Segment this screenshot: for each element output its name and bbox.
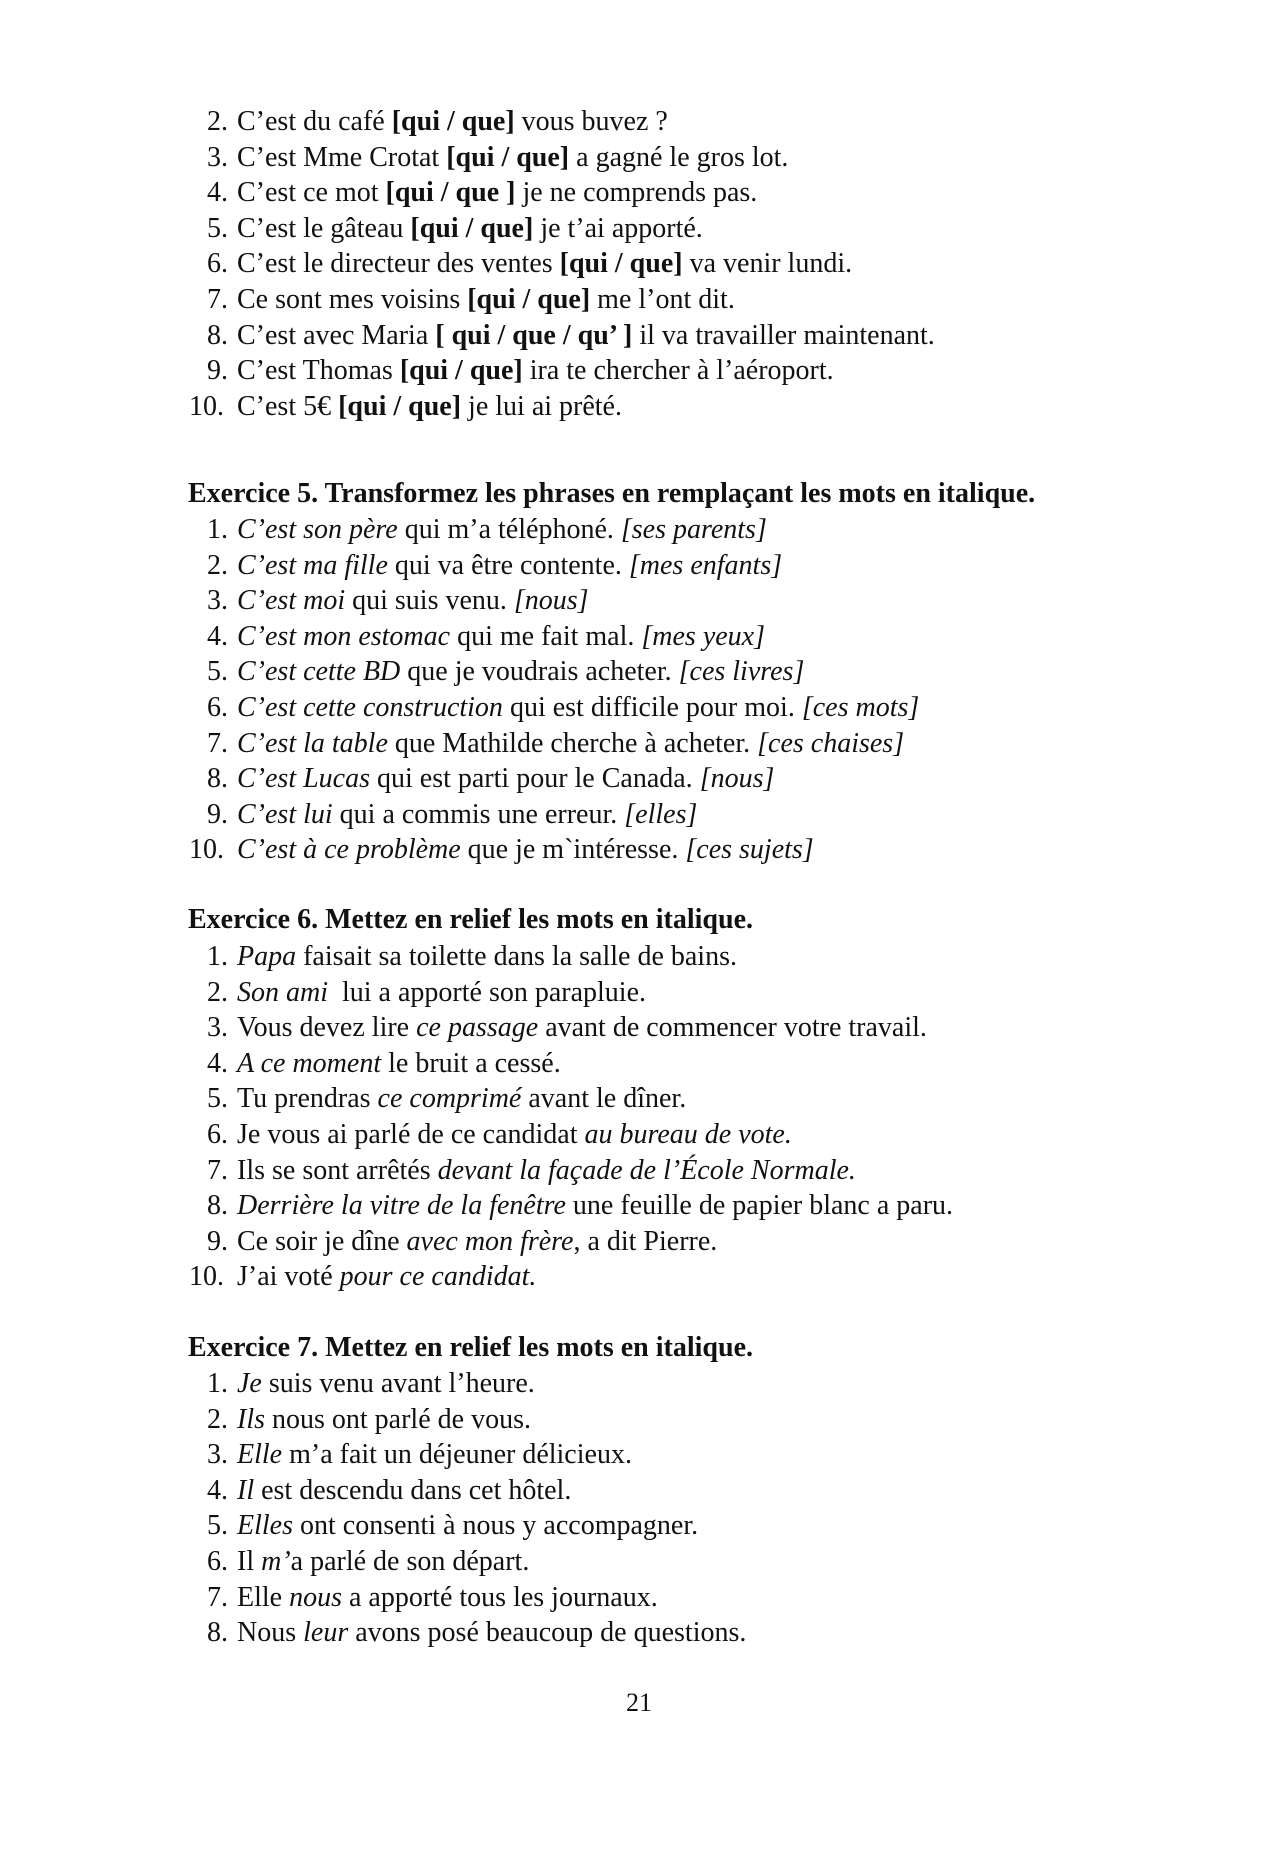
italic-segment: Il bbox=[237, 1474, 255, 1506]
item-text bbox=[237, 656, 804, 687]
item-text bbox=[237, 763, 774, 794]
list-item bbox=[188, 797, 919, 833]
item-number: 9. bbox=[207, 1225, 228, 1257]
item-text bbox=[237, 977, 646, 1008]
item-number: 3. bbox=[207, 1439, 228, 1471]
answer-choice: [qui / que] bbox=[446, 141, 570, 173]
item-number: 10. bbox=[189, 1261, 224, 1293]
answer-choice: [qui / que] bbox=[467, 283, 591, 315]
italic-segment: C’est cette BD bbox=[237, 656, 401, 688]
item-text bbox=[237, 834, 814, 865]
italic-segment: [ces chaises] bbox=[757, 727, 905, 759]
item-text bbox=[237, 1617, 746, 1648]
list-item bbox=[188, 1046, 953, 1082]
item-number: 9. bbox=[207, 798, 228, 830]
text-segment: Nous bbox=[237, 1617, 304, 1649]
list-item bbox=[188, 975, 953, 1011]
list-item bbox=[188, 1508, 746, 1544]
italic-segment: C’est cette construction bbox=[237, 691, 503, 723]
list-item bbox=[188, 1081, 953, 1117]
text-segment: Tu prendras bbox=[237, 1083, 378, 1115]
item-text bbox=[237, 692, 919, 723]
italic-segment: Elles bbox=[237, 1510, 293, 1542]
text-segment: Ce soir je dîne bbox=[237, 1225, 407, 1257]
item-number: 10. bbox=[189, 834, 224, 866]
list-item bbox=[188, 175, 935, 211]
text-segment: qui me fait mal. bbox=[450, 620, 642, 652]
item-number: 4. bbox=[207, 620, 228, 652]
text-segment: qui va être contente. bbox=[387, 549, 629, 581]
list-item bbox=[188, 211, 935, 247]
item-number: 6. bbox=[207, 1545, 228, 1577]
item-text bbox=[237, 799, 697, 830]
answer-choice: [qui / que] bbox=[391, 106, 515, 137]
item-number: 5. bbox=[207, 1510, 228, 1542]
text-segment: il va travailler maintenant. bbox=[632, 319, 935, 351]
list-item bbox=[188, 1402, 746, 1438]
list-item bbox=[188, 1580, 746, 1616]
text-segment: que Mathilde cherche à acheter. bbox=[387, 727, 758, 759]
italic-segment: ce passage bbox=[416, 1012, 539, 1044]
italic-segment: C’est ma fille bbox=[237, 549, 388, 581]
text-segment: ira te chercher à l’aéroport. bbox=[522, 355, 834, 387]
item-text bbox=[237, 1155, 856, 1186]
item-number: 6. bbox=[207, 691, 228, 723]
exercise-6-title: Exercice 6. Mettez en relief les mots en italique. bbox=[188, 904, 753, 935]
list-item bbox=[188, 1437, 746, 1473]
italic-segment: [ces mots] bbox=[801, 691, 920, 723]
item-number: 2. bbox=[207, 106, 228, 137]
item-number: 1. bbox=[207, 941, 228, 972]
text-segment: lui a apporté son parapluie. bbox=[328, 976, 647, 1008]
text-segment: C’est le directeur des ventes bbox=[237, 248, 560, 280]
answer-choice: [qui / que] bbox=[559, 248, 683, 280]
item-text bbox=[237, 106, 668, 137]
italic-segment: Son ami bbox=[237, 976, 328, 1008]
italic-segment: ce comprimé bbox=[377, 1083, 522, 1115]
text-segment: le bruit a cessé. bbox=[381, 1047, 561, 1079]
item-number: 5. bbox=[207, 212, 228, 244]
text-segment: C’est avec Maria bbox=[237, 319, 436, 351]
text-segment: C’est Mme Crotat bbox=[237, 141, 447, 173]
text-segment: avons posé beaucoup de questions. bbox=[348, 1617, 747, 1649]
item-text bbox=[237, 391, 622, 422]
text-segment: je t’ai apporté. bbox=[533, 212, 703, 244]
item-number: 1. bbox=[207, 1368, 228, 1399]
text-segment: Ce sont mes voisins bbox=[237, 283, 468, 315]
list-item bbox=[188, 512, 919, 548]
item-number: 9. bbox=[207, 355, 228, 387]
italic-segment: au bureau de vote. bbox=[584, 1118, 792, 1150]
item-number: 7. bbox=[207, 727, 228, 759]
list-item bbox=[188, 1259, 953, 1295]
italic-segment: C’est lui bbox=[237, 798, 333, 830]
text-segment: a apporté tous les journaux. bbox=[342, 1581, 658, 1613]
text-segment: est descendu dans cet hôtel. bbox=[254, 1474, 572, 1506]
list-item bbox=[188, 353, 935, 389]
italic-segment: Je bbox=[237, 1368, 262, 1399]
item-number: 4. bbox=[207, 1474, 228, 1506]
exercise-5-title: Exercice 5. Transformez les phrases en remplaçant les mots en italique. bbox=[188, 478, 1036, 509]
italic-segment: devant la façade de l’École Normale. bbox=[437, 1154, 856, 1186]
item-number: 4. bbox=[207, 1047, 228, 1079]
item-text bbox=[237, 941, 737, 972]
text-segment: que je voudrais acheter. bbox=[400, 656, 679, 688]
list-item bbox=[188, 583, 919, 619]
text-segment: Il bbox=[237, 1545, 262, 1577]
item-number: 2. bbox=[207, 976, 228, 1008]
text-segment: nous ont parlé de vous. bbox=[265, 1403, 531, 1435]
item-number: 3. bbox=[207, 141, 228, 173]
text-segment: qui est difficile pour moi. bbox=[502, 691, 802, 723]
text-segment: a gagné le gros lot. bbox=[569, 141, 789, 173]
text-segment: je lui ai prêté. bbox=[461, 390, 622, 422]
text-segment: va venir lundi. bbox=[682, 248, 853, 280]
answer-choice: [qui / que] bbox=[399, 355, 523, 387]
text-segment: Ils se sont arrêtés bbox=[237, 1154, 438, 1186]
item-text bbox=[237, 213, 703, 244]
italic-segment: C’est son père bbox=[237, 514, 398, 545]
list-item bbox=[188, 654, 919, 690]
text-segment: C’est Thomas bbox=[237, 355, 400, 387]
list-item bbox=[188, 140, 935, 176]
text-segment: C’est ce mot bbox=[237, 177, 386, 209]
italic-segment: nous bbox=[289, 1581, 342, 1613]
exercise-6-list bbox=[188, 939, 953, 1295]
list-item bbox=[188, 690, 919, 726]
item-text bbox=[237, 1083, 686, 1114]
text-segment: qui a commis une erreur. bbox=[332, 798, 625, 830]
text-segment: C’est du café bbox=[237, 106, 392, 137]
item-number: 8. bbox=[207, 1617, 228, 1649]
item-text bbox=[237, 1439, 632, 1470]
list-item bbox=[188, 1615, 746, 1651]
italic-segment: [ces sujets] bbox=[685, 834, 814, 866]
item-text bbox=[237, 142, 788, 173]
item-number: 7. bbox=[207, 283, 228, 315]
text-segment: , a dit Pierre. bbox=[573, 1225, 718, 1257]
italic-segment: m’ bbox=[261, 1545, 291, 1577]
text-segment: Vous devez lire bbox=[237, 1012, 417, 1044]
list-item bbox=[188, 1010, 953, 1046]
text-segment: a parlé de son départ. bbox=[290, 1545, 530, 1577]
item-number: 4. bbox=[207, 177, 228, 209]
italic-segment: [ses parents] bbox=[620, 514, 767, 545]
item-text bbox=[237, 1226, 717, 1257]
list-item bbox=[188, 761, 919, 797]
item-text bbox=[237, 284, 735, 315]
item-text bbox=[237, 248, 852, 279]
italic-segment: C’est la table bbox=[237, 727, 388, 759]
item-text bbox=[237, 1546, 529, 1577]
item-number: 8. bbox=[207, 319, 228, 351]
italic-segment: [nous] bbox=[699, 763, 775, 795]
list-item bbox=[188, 1544, 746, 1580]
answer-choice: [qui / que] bbox=[338, 390, 462, 422]
list-item bbox=[188, 619, 919, 655]
text-segment: qui m’a téléphoné. bbox=[397, 514, 621, 545]
answer-choice: [qui / que ] bbox=[385, 177, 516, 209]
italic-segment: leur bbox=[303, 1617, 349, 1649]
list-item bbox=[188, 104, 935, 140]
exercise-7-title: Exercice 7. Mettez en relief les mots en italique. bbox=[188, 1332, 753, 1363]
text-segment: qui est parti pour le Canada. bbox=[370, 763, 700, 795]
italic-segment: C’est moi bbox=[237, 585, 346, 617]
text-segment: je ne comprends pas. bbox=[515, 177, 758, 209]
text-segment: J’ai voté bbox=[237, 1261, 340, 1293]
list-item bbox=[188, 548, 919, 584]
italic-segment: C’est à ce problème bbox=[237, 834, 461, 866]
item-number: 6. bbox=[207, 248, 228, 280]
italic-segment: [mes yeux] bbox=[641, 620, 765, 652]
list-item bbox=[188, 246, 935, 282]
item-number: 2. bbox=[207, 1403, 228, 1435]
exercise-7-list bbox=[188, 1366, 746, 1651]
page-number: 21 bbox=[626, 1688, 652, 1717]
item-number: 3. bbox=[207, 585, 228, 617]
item-text bbox=[237, 177, 757, 208]
list-item bbox=[188, 318, 935, 354]
item-text bbox=[237, 355, 834, 386]
text-segment: avant de commencer votre travail. bbox=[538, 1012, 927, 1044]
text-segment: m’a fait un déjeuner délicieux. bbox=[282, 1439, 632, 1471]
text-segment: ont consenti à nous y accompagner. bbox=[293, 1510, 699, 1542]
list-item bbox=[188, 1473, 746, 1509]
text-segment: suis venu avant l’heure. bbox=[261, 1368, 535, 1399]
qui-que-list bbox=[188, 104, 935, 424]
item-text bbox=[237, 585, 589, 616]
item-text bbox=[237, 1404, 531, 1435]
item-text bbox=[237, 550, 782, 581]
list-item bbox=[188, 1153, 953, 1189]
italic-segment: Derrière la vitre de la fenêtre bbox=[237, 1190, 566, 1222]
list-item bbox=[188, 832, 919, 868]
text-segment: Elle bbox=[237, 1581, 290, 1613]
list-item bbox=[188, 726, 919, 762]
text-segment: me l’ont dit. bbox=[590, 283, 735, 315]
list-item bbox=[188, 1224, 953, 1260]
text-segment: une feuille de papier blanc a paru. bbox=[565, 1190, 954, 1222]
list-item bbox=[188, 1188, 953, 1224]
item-number: 5. bbox=[207, 1083, 228, 1115]
italic-segment: [ces livres] bbox=[678, 656, 805, 688]
italic-segment: Papa bbox=[237, 941, 297, 972]
italic-segment: A ce moment bbox=[237, 1047, 382, 1079]
italic-segment: [mes enfants] bbox=[628, 549, 783, 581]
item-text bbox=[237, 1261, 536, 1292]
item-number: 7. bbox=[207, 1154, 228, 1186]
item-text bbox=[237, 1190, 953, 1221]
item-text bbox=[237, 514, 767, 545]
item-text bbox=[237, 1012, 927, 1043]
answer-choice: [ qui / que / qu’ ] bbox=[435, 319, 633, 351]
italic-segment: [elles] bbox=[624, 798, 698, 830]
item-text bbox=[237, 621, 765, 652]
item-text bbox=[237, 1048, 561, 1079]
text-segment: C’est 5€ bbox=[237, 390, 339, 422]
item-number: 1. bbox=[207, 514, 228, 545]
item-text bbox=[237, 1475, 571, 1506]
item-number: 8. bbox=[207, 763, 228, 795]
item-text bbox=[237, 1119, 792, 1150]
italic-segment: Elle bbox=[237, 1439, 283, 1471]
italic-segment: [nous] bbox=[513, 585, 589, 617]
text-segment: avant le dîner. bbox=[521, 1083, 687, 1115]
italic-segment: C’est Lucas bbox=[237, 763, 370, 795]
italic-segment: Ils bbox=[237, 1403, 265, 1435]
item-number: 7. bbox=[207, 1581, 228, 1613]
item-number: 10. bbox=[189, 390, 224, 422]
text-segment: que je m`intéresse. bbox=[460, 834, 686, 866]
item-number: 8. bbox=[207, 1190, 228, 1222]
item-number: 2. bbox=[207, 549, 228, 581]
item-text bbox=[237, 728, 904, 759]
text-segment: qui suis venu. bbox=[345, 585, 514, 617]
text-segment: C’est le gâteau bbox=[237, 212, 411, 244]
list-item bbox=[188, 282, 935, 318]
italic-segment: C’est mon estomac bbox=[237, 620, 451, 652]
item-text bbox=[237, 1582, 658, 1613]
italic-segment: pour ce candidat. bbox=[339, 1261, 537, 1293]
item-number: 6. bbox=[207, 1118, 228, 1150]
item-number: 3. bbox=[207, 1012, 228, 1044]
item-text bbox=[237, 1510, 698, 1541]
item-text bbox=[237, 320, 935, 351]
text-segment: vous buvez ? bbox=[514, 106, 668, 137]
text-segment: Je vous ai parlé de ce candidat bbox=[237, 1118, 585, 1150]
list-item bbox=[188, 1117, 953, 1153]
item-text bbox=[237, 1368, 535, 1399]
answer-choice: [qui / que] bbox=[410, 212, 534, 244]
list-item bbox=[188, 389, 935, 425]
exercise-5-list bbox=[188, 512, 919, 868]
text-segment: faisait sa toilette dans la salle de bains. bbox=[296, 941, 737, 972]
italic-segment: avec mon frère bbox=[406, 1225, 574, 1257]
list-item bbox=[188, 939, 953, 975]
item-number: 5. bbox=[207, 656, 228, 688]
list-item bbox=[188, 1366, 746, 1402]
